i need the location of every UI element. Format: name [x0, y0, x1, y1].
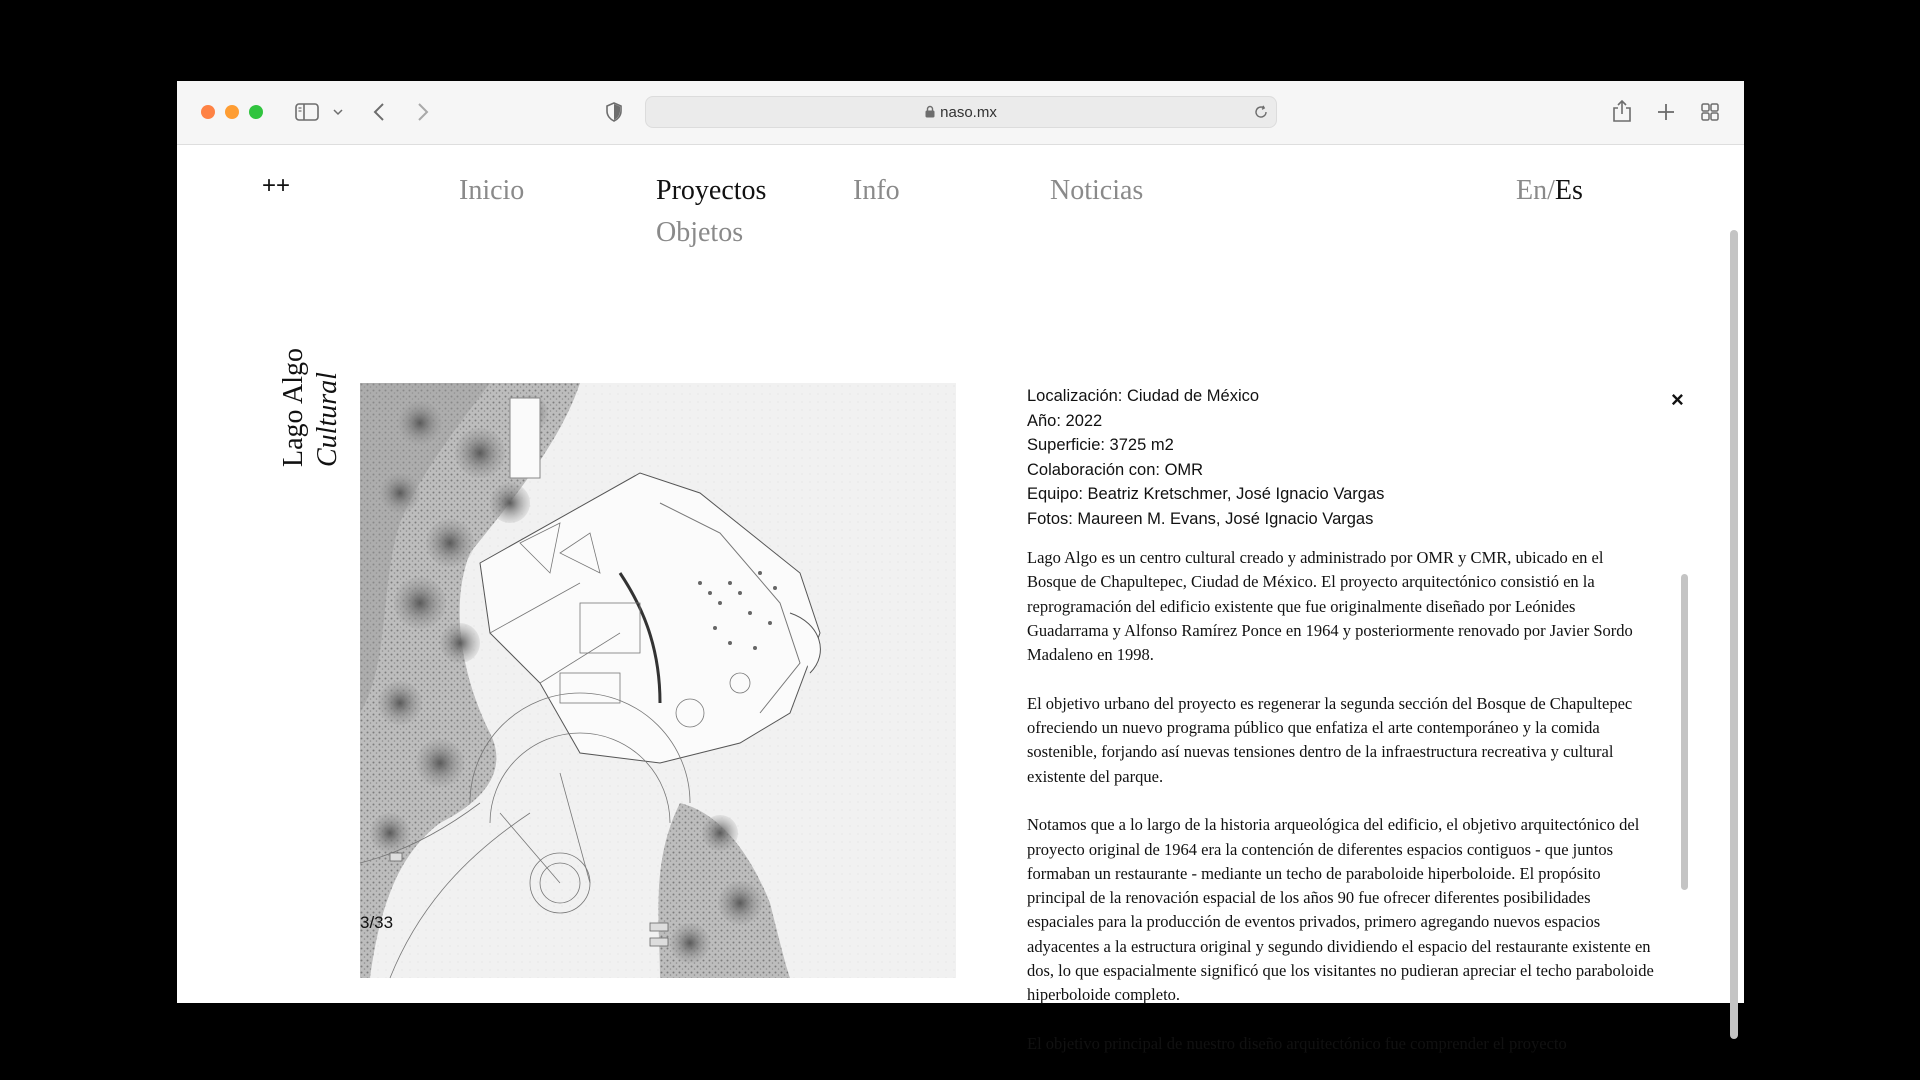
lang-es-link[interactable]: Es: [1554, 175, 1583, 206]
meta-collaboration: Colaboración con: OMR: [1027, 460, 1204, 479]
site-plan-drawing: [360, 383, 956, 978]
project-title: [259, 348, 359, 487]
logo-link[interactable]: ++: [262, 172, 291, 199]
description-paragraph: Lago Algo es un centro cultural creado y administrado por OMR y CMR, ubicado en el Bosque de Chapultepec, Ciudad de México. El proyecto arquitectónico consistió en la reprogramación del edificio existente que fue originalmente diseñado por Leónides Guadarrama y Alfonso Ramírez Ponce en 1964 y posteriormente renovado por Javier Sordo Madaleno en 1998.: [1027, 548, 1633, 665]
maximize-window-button[interactable]: [249, 105, 263, 119]
meta-area: Superficie: 3725 m2: [1027, 436, 1174, 454]
share-icon[interactable]: [1612, 99, 1632, 123]
browser-toolbar: [177, 81, 1744, 145]
lock-icon: [925, 105, 935, 118]
meta-photos: Fotos: Maureen M. Evans, José Ignacio Vargas: [1027, 509, 1374, 528]
image-counter: 3/33: [360, 913, 394, 932]
description-paragraph: El objetivo principal de nuestro diseño arquitectónico fue comprender el proyecto: [1027, 1033, 1567, 1053]
grid-icon[interactable]: [1701, 103, 1719, 121]
chevron-right-icon[interactable]: [417, 102, 429, 122]
meta-year: Año: 2022: [1027, 411, 1103, 430]
project-description[interactable]: [1027, 546, 1657, 1053]
close-window-button[interactable]: [201, 105, 215, 119]
nav-info[interactable]: Info: [853, 175, 900, 206]
url-text: naso.mx: [940, 104, 997, 121]
project-metadata: [1027, 384, 1547, 531]
reload-icon[interactable]: [1254, 105, 1268, 119]
plus-icon[interactable]: [1657, 103, 1675, 121]
browser-window: [177, 81, 1744, 1053]
language-switcher: [1516, 175, 1583, 207]
project-title-line1: Lago Algo: [278, 348, 309, 467]
nav-objetos[interactable]: Objetos: [656, 217, 744, 248]
page-scrollbar[interactable]: [1730, 230, 1738, 1039]
lang-en-link[interactable]: En/: [1516, 175, 1555, 206]
address-text: [646, 104, 1276, 121]
minimize-window-button[interactable]: [225, 105, 239, 119]
nav-proyectos[interactable]: Proyectos: [656, 175, 767, 206]
description-scrollbar[interactable]: [1681, 574, 1688, 890]
sidebar-icon[interactable]: [295, 103, 319, 121]
description-paragraph: El objetivo urbano del proyecto es regenerar la segunda sección del Bosque de Chapultepec ofreciendo un nuevo programa público que enfatiza el arte contemporáneo y la comida sostenible, forjando así nuevas tensiones dentro de la infraestructura recreativa y cultural existente del parque.: [1027, 693, 1633, 786]
address-bar[interactable]: [645, 96, 1277, 128]
meta-location: Localización: Ciudad de México: [1027, 387, 1260, 405]
project-title-line2: Cultural: [312, 372, 343, 467]
chevron-left-icon[interactable]: [373, 102, 385, 122]
nav-noticias[interactable]: Noticias: [1050, 175, 1144, 206]
close-button[interactable]: ×: [1671, 387, 1684, 412]
meta-team: Equipo: Beatriz Kretschmer, José Ignacio Vargas: [1027, 485, 1385, 503]
nav-inicio[interactable]: Inicio: [459, 175, 525, 206]
chevron-down-icon[interactable]: [333, 108, 343, 116]
web-page: [177, 145, 1744, 1053]
project-image[interactable]: [360, 383, 956, 978]
shield-icon[interactable]: [606, 102, 622, 122]
description-paragraph: Notamos que a lo largo de la historia arqueológica del edificio, el objetivo arquitectónico del proyecto original de 1964 era la contención de diferentes espacios contiguos - que juntos formaban un restaurante - mediante un techo de paraboloide hiperboloide. El propósito principal de la renovación espacial de los años 90 fue ofrecer diferentes posibilidades espaciales para la producción de eventos privados, primero agregando nuevos espacios adyacentes a la estructura original y segundo dividiendo el espacio del restaurante existente en dos, lo que espacialmente significó que los visitantes no pudieran apreciar el techo paraboloide hiperboloide completo.: [1027, 815, 1654, 1005]
